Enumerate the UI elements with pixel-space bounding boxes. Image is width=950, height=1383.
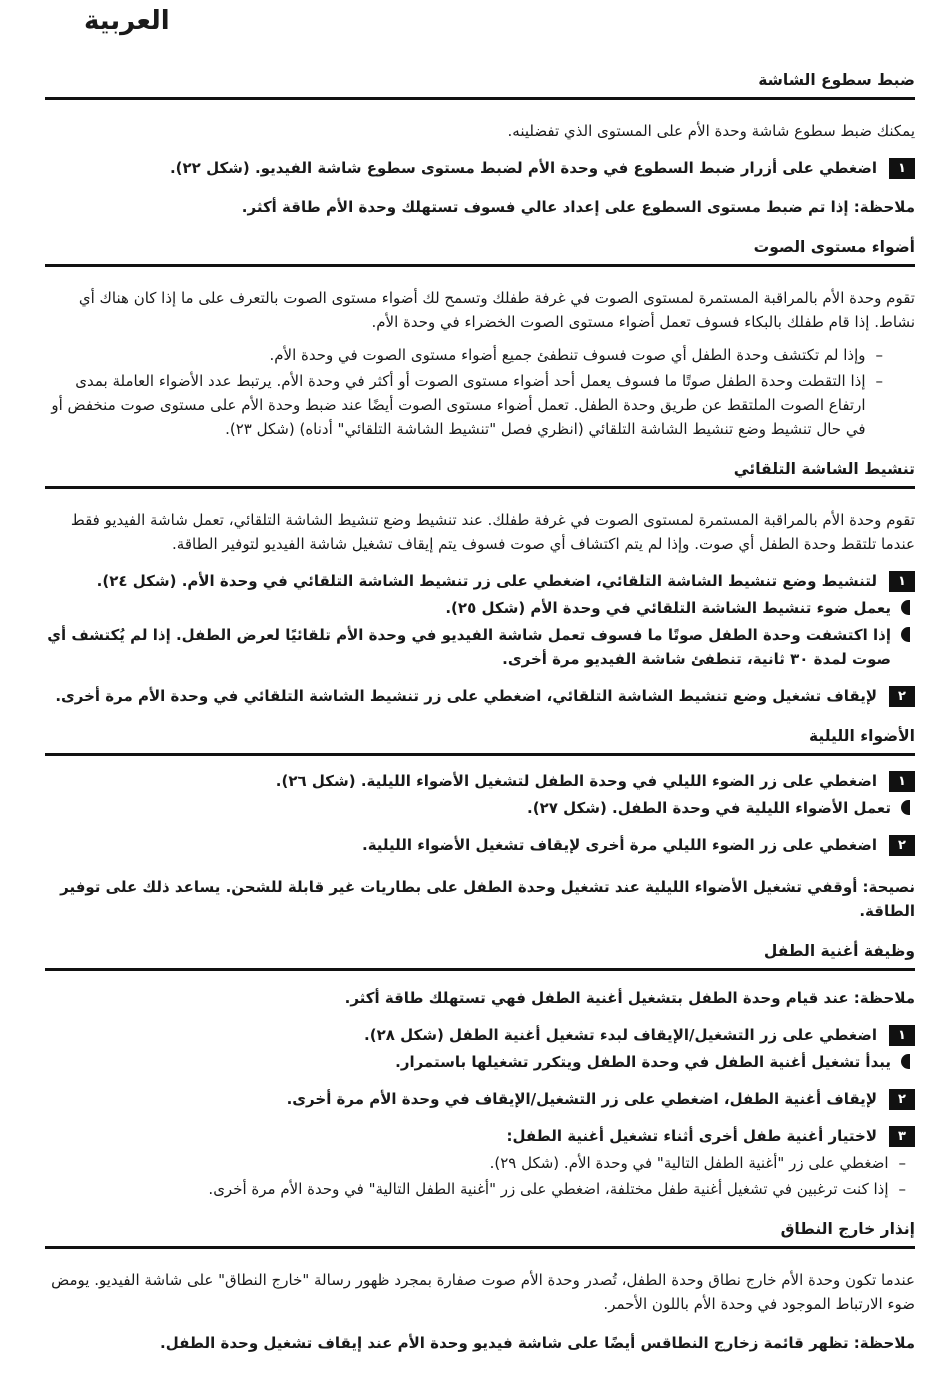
section-body [45, 286, 915, 441]
dash-item [45, 1177, 915, 1201]
step-item [45, 569, 915, 593]
section-title: أضواء مستوى الصوت [753, 238, 915, 256]
section-body [45, 1268, 915, 1355]
step-text: اضغطي على زر الضوء الليلي في وحدة الطفل لتشغيل الأضواء الليلية. (شكل ٢٦). [275, 772, 877, 790]
step-number-badge: ١ [889, 1025, 915, 1046]
section-divider [45, 97, 915, 100]
dash-text: إذا التقطت وحدة الطفل صوتًا ما فسوف يعمل أحد أضواء مستوى الصوت أو أكثر في وحدة الأم. يرتبط عدد الأضواء العاملة بمدى ارتفاع الصوت الملتقط عن طريق وحدة الطفل. تعمل أضواء مستوى الصوت أيضًا عند ضبط وحدة الأم على مستوى صوت منخفض أو في حال تنشيط وضع تنشيط الشاشة التلقائي (انظري فصل "تنشيط الشاشة التلقائي" أدناه) (شكل ٢٣). [51, 372, 866, 438]
section-divider [45, 753, 915, 756]
step-number-badge: ١ [889, 771, 915, 792]
paragraph-text: تقوم وحدة الأم بالمراقبة المستمرة لمستوى الصوت في غرفة طفلك. عند تنشيط وضع تنشيط الشاشة التلقائي، تعمل شاشة الفيديو فقط عندما تلتقط وحدة الطفل أي صوت. وإذا لم يتم اكتشاف أي صوت فسوف يتم إيقاف تشغيل شاشة الفيديو لتوفير الطاقة. [70, 511, 915, 553]
dash-text: وإذا لم تكتشف وحدة الطفل أي صوت فسوف تنطفئ جميع أضواء مستوى الصوت في وحدة الأم. [269, 346, 866, 364]
step-text: لتنشيط وضع تنشيط الشاشة التلقائي، اضغطي على زر تنشيط الشاشة التلقائي في وحدة الأم. (شكل ٢٤). [96, 572, 877, 590]
section-divider [45, 1246, 915, 1249]
step-text: لإيقاف تشغيل وضع تنشيط الشاشة التلقائي، اضغطي على زر تنشيط الشاشة التلقائي في وحدة الأم مرة أخرى. [55, 687, 877, 705]
section-body [45, 986, 915, 1201]
bullet-text: إذا اكتشفت وحدة الطفل صوتًا ما فسوف تعمل شاشة الفيديو في وحدة الأم تلقائيًا لعرض الطفل. إذا لم يُكتشف أي صوت لمدة ٣٠ ثانية، تنطفئ شاشة الفيديو مرة أخرى. [47, 626, 891, 668]
half-moon-bullet-icon [901, 1054, 910, 1069]
step-item [45, 833, 915, 857]
dash-item [45, 369, 915, 441]
section-divider [45, 264, 915, 267]
section-divider [45, 968, 915, 971]
bullet-item [45, 1050, 915, 1074]
step-number-badge: ٢ [889, 1089, 915, 1110]
paragraph-text: عندما تكون وحدة الأم خارج نطاق وحدة الطفل، تُصدر وحدة الأم صوت صفارة بمجرد ظهور رسالة "خارج النطاق" على شاشة الفيديو. يومض ضوء الارتباط الموجود في وحدة الأم باللون الأحمر. [51, 1271, 915, 1313]
paragraph-text: تقوم وحدة الأم بالمراقبة المستمرة لمستوى الصوت في غرفة طفلك وتسمح لك أضواء مستوى الصوت بالتعرف على ما إذا كان هناك أي نشاط. إذا قام طفلك بالبكاء فسوف تعمل أضواء مستوى الصوت الخضراء في وحدة الأم. [78, 289, 915, 331]
dash-text: اضغطي على زر "أغنية الطفل التالية" في وحدة الأم. (شكل ٢٩). [489, 1154, 889, 1172]
step-text: اضغطي على زر التشغيل/الإيقاف لبدء تشغيل أغنية الطفل (شكل ٢٨). [364, 1026, 877, 1044]
bullet-text: تعمل الأضواء الليلية في وحدة الطفل. (شكل ٢٧). [527, 799, 891, 817]
dash-bullet-icon: – [875, 372, 883, 390]
bullet-item [45, 623, 915, 671]
step-item [45, 1023, 915, 1047]
section [45, 939, 915, 1201]
section-body [45, 508, 915, 708]
dash-item [45, 343, 915, 367]
half-moon-bullet-icon [901, 627, 910, 642]
half-moon-bullet-icon [901, 600, 910, 615]
bullet-item [45, 596, 915, 620]
section [45, 1217, 915, 1355]
dash-bullet-icon: – [898, 1180, 906, 1198]
step-number-badge: ١ [889, 158, 915, 179]
section-divider [45, 486, 915, 489]
step-number-badge: ٢ [889, 835, 915, 856]
step-text: اضغطي على أزرار ضبط السطوع في وحدة الأم لضبط مستوى سطوع شاشة الفيديو. (شكل ٢٢). [169, 159, 877, 177]
paragraph-text: يمكنك ضبط سطوع شاشة وحدة الأم على المستوى الذي تفضلينه. [507, 122, 915, 140]
section-title: إنذار خارج النطاق [780, 1220, 915, 1238]
step-number-badge: ٢ [889, 686, 915, 707]
section-title: الأضواء الليلية [808, 727, 915, 745]
step-item [45, 1124, 915, 1148]
step-item [45, 769, 915, 793]
section [45, 724, 915, 923]
dash-text: إذا كنت ترغبين في تشغيل أغنية طفل مختلفة، اضغطي على زر "أغنية الطفل التالية" في وحدة الأم مرة أخرى. [208, 1180, 889, 1198]
page-title: العربية [84, 6, 170, 36]
half-moon-bullet-icon [901, 800, 910, 815]
step-item [45, 1087, 915, 1111]
section-body [45, 119, 915, 219]
bullet-text: يبدأ تشغيل أغنية الطفل في وحدة الطفل ويتكرر تشغيلها باستمرار. [395, 1053, 891, 1071]
note-text: ملاحظة: إذا تم ضبط مستوى السطوع على إعداد عالي فسوف تستهلك وحدة الأم طاقة أكثر. [241, 198, 915, 216]
section-title: وظيفة أغنية الطفل [763, 942, 915, 960]
bullet-item [45, 796, 915, 820]
step-number-badge: ١ [889, 571, 915, 592]
tip-text: نصيحة: أوقفي تشغيل الأضواء الليلية عند تشغيل وحدة الطفل على بطاريات غير قابلة للشحن. يساعد ذلك على توفير الطاقة. [60, 878, 915, 920]
step-text: لاختيار أغنية طفل أخرى أثناء تشغيل أغنية الطفل: [506, 1127, 877, 1145]
section-title: ضبط سطوع الشاشة [758, 71, 915, 89]
section [45, 68, 915, 219]
dash-item [45, 1151, 915, 1175]
dash-bullet-icon: – [875, 346, 883, 364]
step-number-badge: ٣ [889, 1126, 915, 1147]
note-text: ملاحظة: تظهر قائمة زخارج النطاقس أيضًا على شاشة فيديو وحدة الأم عند إيقاف تشغيل وحدة الطفل. [160, 1334, 915, 1352]
step-item [45, 156, 915, 180]
note-text: ملاحظة: عند قيام وحدة الطفل بتشغيل أغنية الطفل فهي تستهلك طاقة أكثر. [344, 989, 915, 1007]
section-title: تنشيط الشاشة التلقائي [733, 460, 915, 478]
section-body [45, 769, 915, 923]
bullet-text: يعمل ضوء تنشيط الشاشة التلقائي في وحدة الأم (شكل ٢٥). [445, 599, 891, 617]
section [45, 235, 915, 441]
step-text: لإيقاف أغنية الطفل، اضغطي على زر التشغيل/الإيقاف في وحدة الأم مرة أخرى. [286, 1090, 877, 1108]
step-text: اضغطي على زر الضوء الليلي مرة أخرى لإيقاف تشغيل الأضواء الليلية. [362, 836, 877, 854]
section [45, 457, 915, 708]
dash-bullet-icon: – [898, 1154, 906, 1172]
step-item [45, 684, 915, 708]
